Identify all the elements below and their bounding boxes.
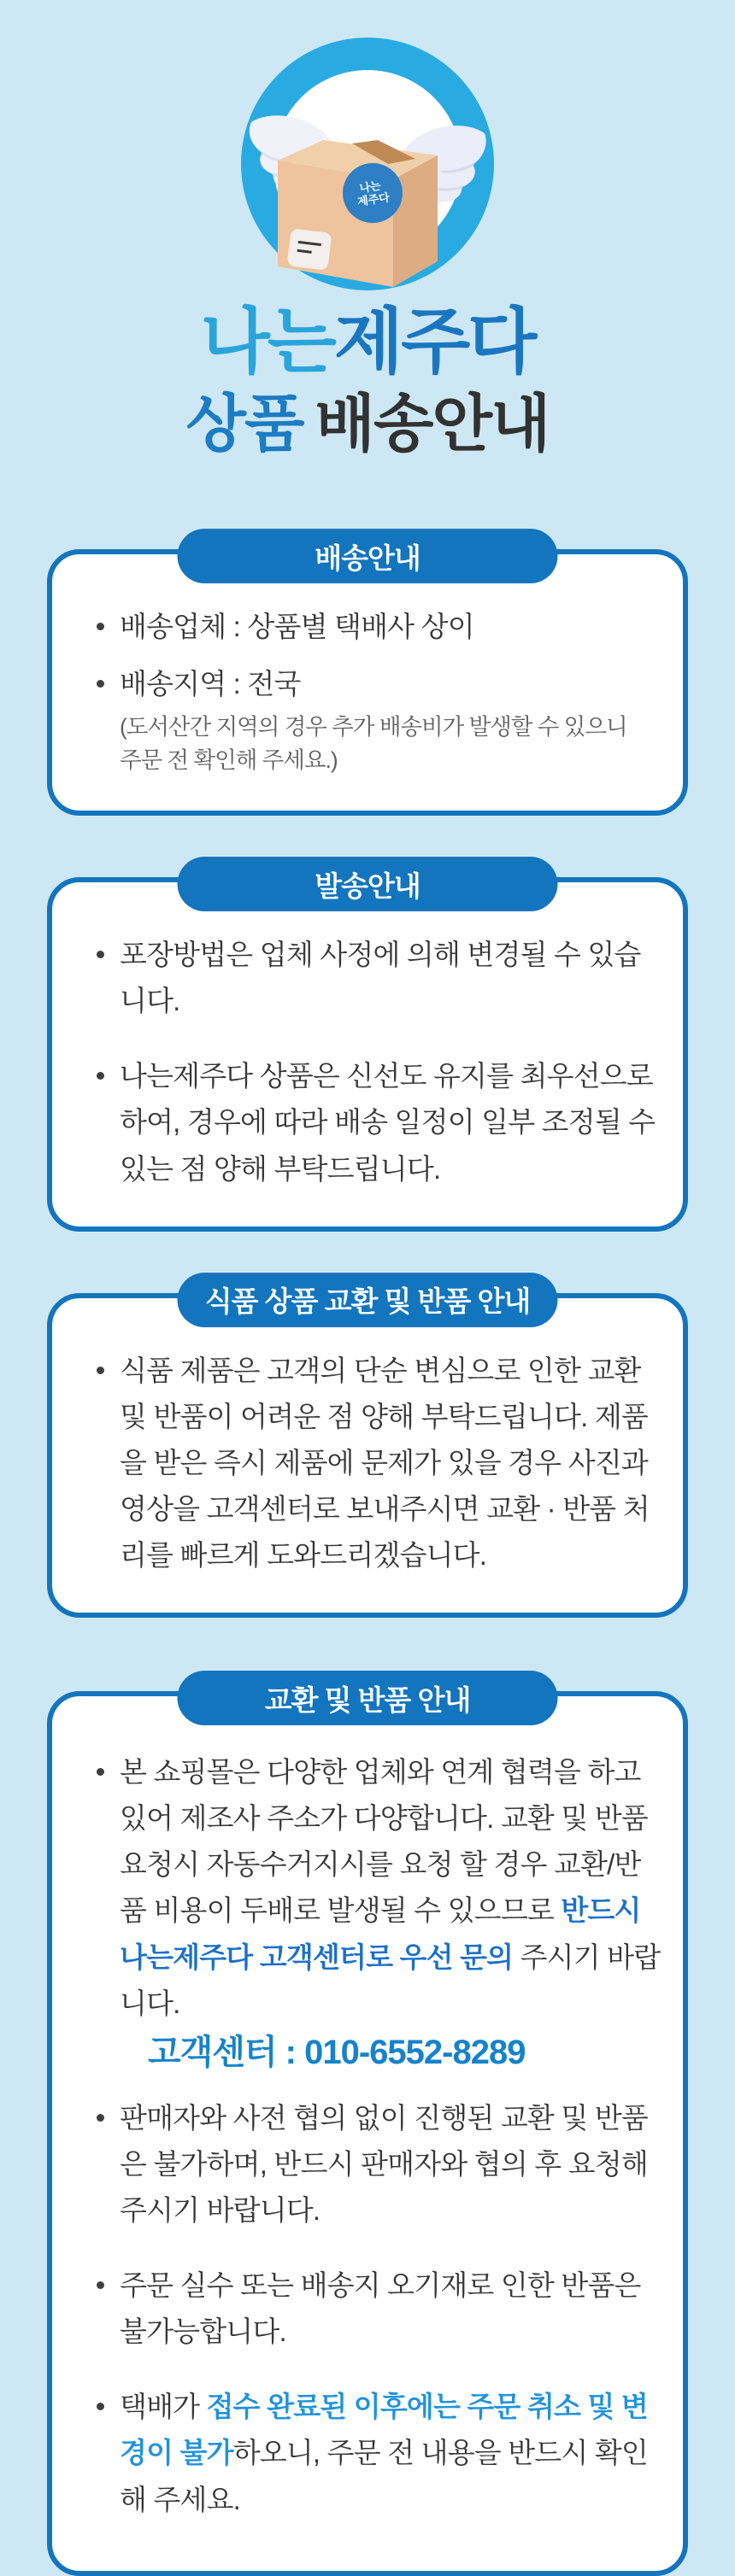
- food-exchange-return-card: [47, 1285, 688, 1619]
- freshness-schedule-text: 나는제주다 상품은 신선도 유지를 최우선으로 하여, 경우에 따라 배송 일정이 일부 조정될 수 있는 점 양해 부탁드립니다.: [120, 1060, 656, 1185]
- order-mistake-text: 주문 실수 또는 배송지 오기재로 인한 반품은 불가능합니다.: [120, 2269, 641, 2348]
- page-title-rest: 배송안내: [315, 389, 550, 459]
- list-item: [91, 2095, 664, 2234]
- list-item: [91, 2384, 664, 2522]
- brand-title: [0, 302, 735, 382]
- delivery-info-card: [47, 542, 688, 816]
- box-label: [286, 228, 332, 271]
- multi-vendor-text-end: 주시기 바랍니다.: [120, 1941, 661, 2019]
- page-title: [0, 389, 735, 459]
- prior-agreement-text: 판매자와 사전 협의 없이 진행된 교환 및 반품은 불가하며, 반드시 판매자와 협의 후 요청해 주시기 바랍니다.: [120, 2101, 648, 2227]
- delivery-area-text: 배송지역 : 전국: [120, 668, 301, 700]
- shipping-info-card: [47, 869, 688, 1232]
- delivery-notice-page: [0, 34, 735, 2576]
- page-title-accent: 상품: [185, 389, 303, 459]
- sticker-text-2: 제주다: [356, 190, 391, 208]
- island-extra-fee-note: (도서산간 지역의 경우 추가 배송비가 발생할 수 있으니 주문 전 확인해 주세요.): [120, 714, 627, 773]
- brand-logo-icon: [231, 34, 504, 301]
- contact-first-highlight: 반드시 나는제주다 고객센터로 우선 문의: [120, 1894, 641, 1973]
- list-item: [91, 2263, 664, 2355]
- list-item: [91, 1348, 664, 1579]
- box-sticker: [343, 163, 403, 223]
- card-header-exchange-return: 교환 및 반품 안내: [178, 1671, 558, 1725]
- food-exchange-list: [91, 1348, 664, 1579]
- list-item: [91, 661, 664, 776]
- exchange-return-list: [91, 1749, 664, 2523]
- food-exchange-policy-text: 식품 제품은 고객의 단순 변심으로 인한 교환 및 반품이 어려운 점 양해 부탁드립니다. 제품을 받은 즉시 제품에 문제가 있을 경우 사진과 영상을 고객센터로 보내주시면 교환 · 반품 처리를 빠르게 도와드리겠습니다.: [120, 1354, 650, 1572]
- page: [0, 34, 735, 2515]
- list-item: [91, 1053, 664, 1191]
- list-item: [91, 604, 664, 650]
- list-item: [91, 1749, 664, 2073]
- delivery-company-text: 배송업체 : 상품별 택배사 상이: [120, 611, 474, 642]
- sticker-text-1: 나는: [358, 179, 382, 196]
- courier-accepted-text-end: 하오니, 주문 전 내용을 반드시 확인해 주세요.: [120, 2437, 648, 2515]
- list-item: [91, 932, 664, 1024]
- brand-title-light: 나는: [200, 302, 334, 382]
- card-header-shipping: 발송안내: [178, 857, 558, 911]
- shipping-info-list: [91, 932, 664, 1192]
- multi-vendor-text: 본 쇼핑몰은 다양한 업체와 연계 협력을 하고있어 제조사 주소가 다양합니다. 교환 및 반품 요청시 자동수거지시를 요청 할 경우 교환/반품 비용이 두배로 발생될 수 있으므로: [120, 1756, 648, 1927]
- customer-service-phone: 고객센터 : 010-6552-8289: [148, 2033, 526, 2071]
- card-header-delivery: 배송안내: [178, 529, 558, 583]
- package-box-icon: [278, 140, 438, 287]
- courier-accepted-text: 택배가: [120, 2391, 207, 2423]
- packing-method-text: 포장방법은 업체 사정에 의해 변경될 수 있습니다.: [120, 939, 641, 1017]
- delivery-info-list: [91, 604, 664, 776]
- no-cancel-highlight: 접수 완료된 이후에는 주문 취소 및 변경이 불가: [120, 2391, 648, 2469]
- brand-title-dark: 제주다: [333, 302, 535, 382]
- exchange-return-card: [47, 1683, 688, 2576]
- card-header-food-exchange: 식품 상품 교환 및 반품 안내: [178, 1273, 558, 1327]
